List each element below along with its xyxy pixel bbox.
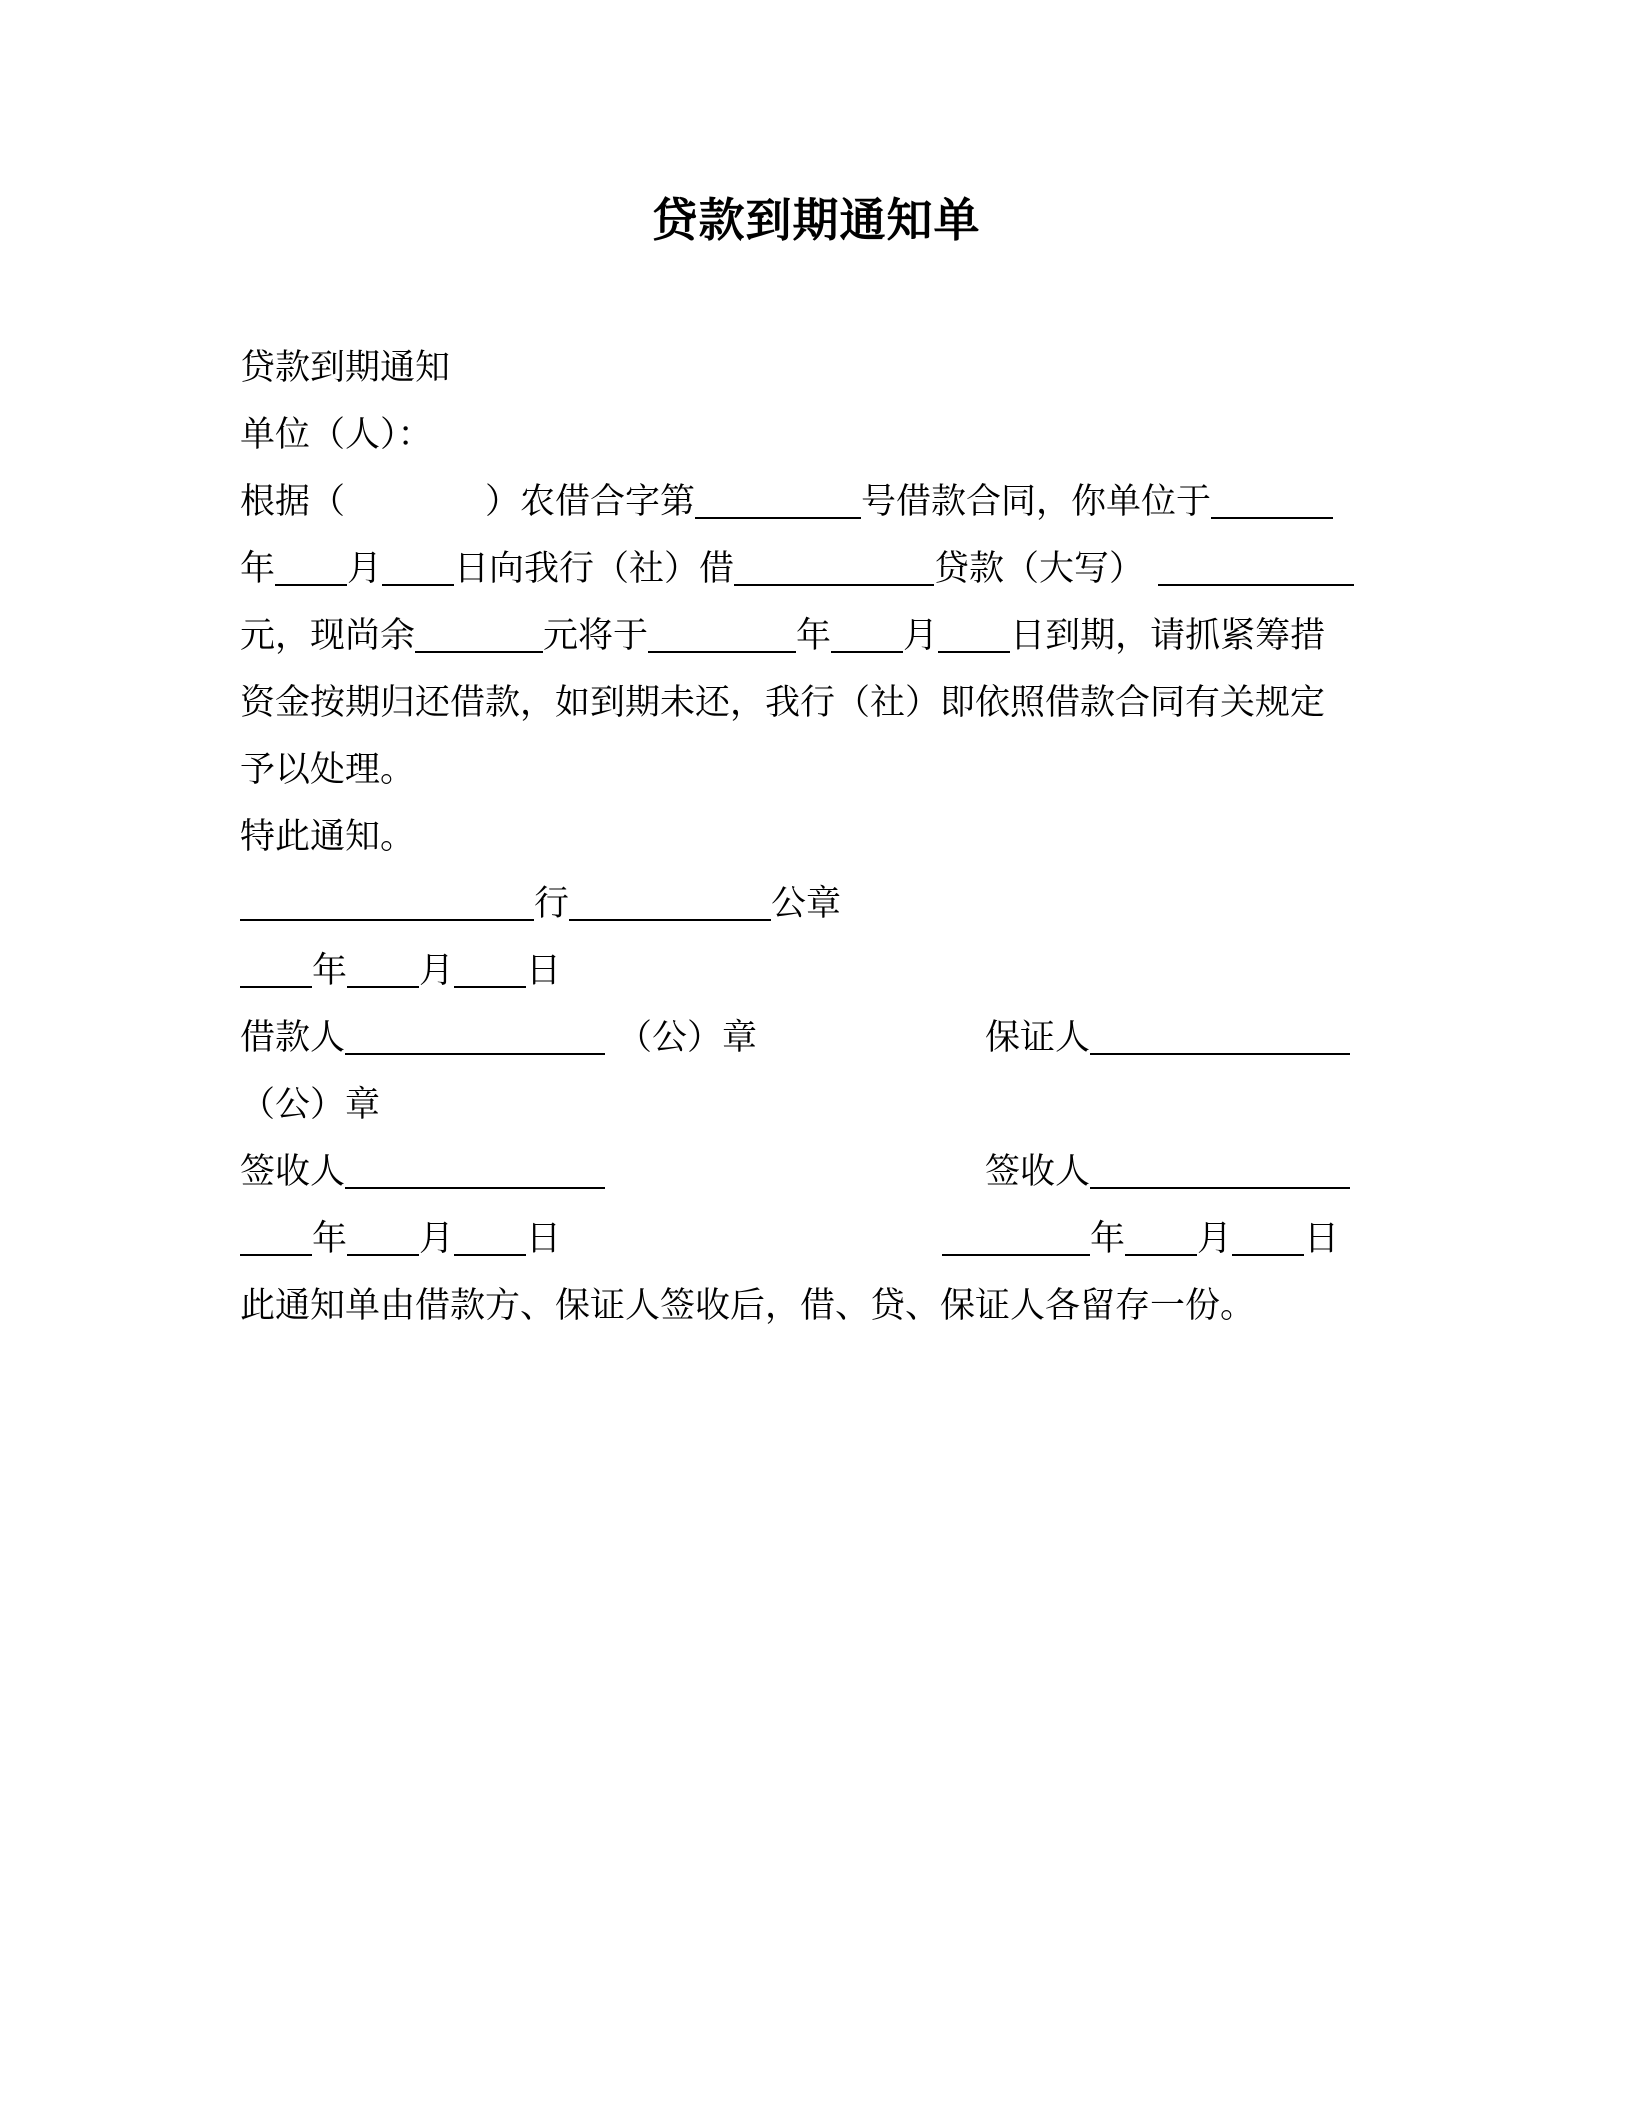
text-segment: 号借款合同，你单位于 — [861, 482, 1212, 522]
bank-date-line — [240, 943, 561, 999]
month-blank[interactable] — [275, 544, 347, 586]
borrower-label: 借款人 — [240, 1018, 346, 1058]
day-label: 日 — [526, 1219, 562, 1259]
amount-capital-blank[interactable] — [1158, 544, 1354, 586]
year-blank[interactable] — [240, 1214, 312, 1256]
paragraph-line-1 — [240, 474, 1333, 530]
month-blank[interactable] — [1125, 1214, 1197, 1256]
month-label: 月 — [419, 1219, 455, 1259]
receiver-label: 签收人 — [985, 1152, 1091, 1192]
day-label: 日 — [1304, 1219, 1340, 1259]
receiver-left-blank[interactable] — [345, 1147, 605, 1189]
receiver-right-date-line — [942, 1211, 1339, 1267]
day-blank[interactable] — [454, 946, 526, 988]
due-year-blank[interactable] — [648, 611, 796, 653]
receiver-label: 签收人 — [240, 1152, 346, 1192]
paragraph-line-2 — [240, 541, 1354, 597]
day-blank[interactable] — [454, 1214, 526, 1256]
text-segment: 贷款（大写） — [934, 549, 1145, 589]
day-label: 日 — [526, 951, 562, 991]
guarantor-seal-label: （公）章 — [240, 1085, 381, 1125]
contract-number-blank[interactable] — [695, 477, 861, 519]
year-label: 年 — [1090, 1219, 1126, 1259]
month-label: 月 — [903, 616, 939, 656]
year-label: 年 — [796, 616, 832, 656]
text-segment: 根据（ — [240, 482, 346, 522]
document-title: 贷款到期通知单 — [651, 193, 981, 247]
text-segment: 日向我行（社）借 — [454, 549, 735, 589]
year-label: 年 — [240, 549, 276, 589]
month-blank[interactable] — [347, 1214, 419, 1256]
month-blank[interactable] — [347, 946, 419, 988]
borrower-line — [240, 1010, 757, 1066]
remaining-amount-blank[interactable] — [415, 611, 543, 653]
day-blank[interactable] — [382, 544, 454, 586]
due-day-blank[interactable] — [938, 611, 1010, 653]
year-blank[interactable] — [942, 1214, 1090, 1256]
paragraph-line-4: 资金按期归还借款，如到期未还，我行（社）即依照借款合同有关规定 — [240, 683, 1326, 723]
bank-label: 行 — [534, 884, 570, 924]
year-blank[interactable] — [1211, 477, 1333, 519]
guarantor-name-blank[interactable] — [1090, 1013, 1350, 1055]
text-segment: 元，现尚余 — [240, 616, 416, 656]
notice-heading: 贷款到期通知 — [240, 348, 451, 388]
year-label: 年 — [312, 1219, 348, 1259]
footer-note: 此通知单由借款方、保证人签收后，借、贷、保证人各留存一份。 — [240, 1286, 1256, 1326]
text-segment: ）农借合字第 — [485, 482, 696, 522]
receiver-right-blank[interactable] — [1090, 1147, 1350, 1189]
bank-name-blank[interactable] — [240, 879, 534, 921]
day-blank[interactable] — [1232, 1214, 1304, 1256]
bank-seal-line — [240, 876, 841, 932]
paragraph-line-5: 予以处理。 — [240, 750, 416, 790]
addressee-line: 单位（人）： — [240, 415, 433, 455]
receiver-left-date-line — [240, 1211, 561, 1267]
receiver-left-line — [240, 1144, 605, 1200]
month-label: 月 — [347, 549, 383, 589]
month-label: 月 — [419, 951, 455, 991]
text-segment: 元将于 — [543, 616, 649, 656]
receiver-right-line — [985, 1144, 1350, 1200]
borrower-name-blank[interactable] — [345, 1013, 605, 1055]
branch-blank[interactable] — [569, 879, 771, 921]
guarantor-label: 保证人 — [985, 1018, 1091, 1058]
year-label: 年 — [312, 951, 348, 991]
month-label: 月 — [1197, 1219, 1233, 1259]
closing-line: 特此通知。 — [240, 817, 416, 857]
year-blank[interactable] — [240, 946, 312, 988]
guarantor-line — [985, 1010, 1350, 1066]
text-segment: 日到期，请抓紧筹措 — [1010, 616, 1326, 656]
paragraph-line-3 — [240, 608, 1325, 664]
borrower-seal-label: （公）章 — [617, 1018, 758, 1058]
seal-label: 公章 — [771, 884, 842, 924]
loan-type-blank[interactable] — [734, 544, 934, 586]
due-month-blank[interactable] — [831, 611, 903, 653]
